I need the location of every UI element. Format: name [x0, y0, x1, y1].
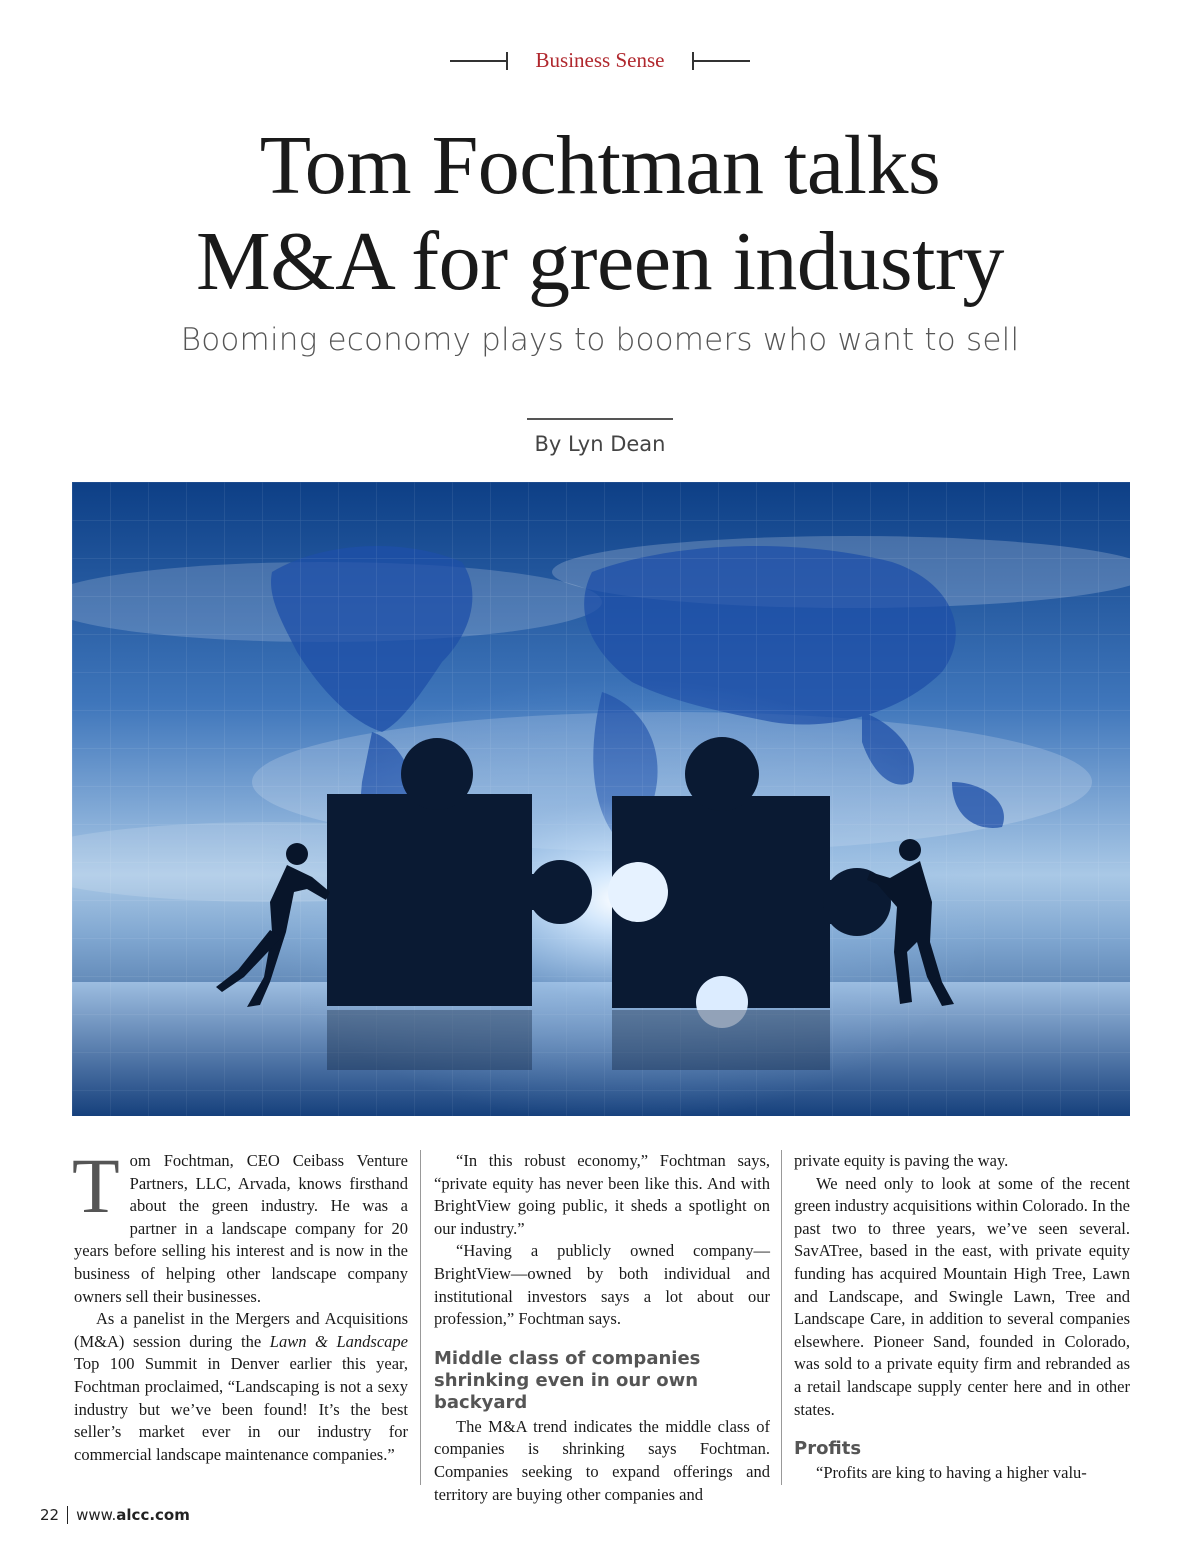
- footer-url[interactable]: [76, 1506, 190, 1524]
- url-domain: alcc.com: [116, 1506, 190, 1524]
- paragraph-text: As a panelist in the Mergers and Acquisitions (M&A) session during the: [74, 1309, 408, 1351]
- paragraph: “In this robust economy,” Fochtman says, “private equity has never been like this. And with BrightView going public, it sheds a spotlight on our industry.”: [434, 1151, 770, 1238]
- publication-title: Lawn & Landscape: [269, 1331, 408, 1351]
- section-rule-left: [450, 60, 508, 62]
- paragraph: The M&A trend indicates the middle class of companies is shrinking says Fochtman. Companies seeking to expand offerings and territory are buying other companies and: [434, 1416, 770, 1504]
- article-headline: [0, 118, 1200, 310]
- section-label: Business Sense: [535, 48, 665, 72]
- byline-rule: [527, 418, 673, 420]
- article-subhead: Booming economy plays to boomers who want to sell: [180, 322, 1020, 358]
- article-column-3: [794, 1150, 1130, 1485]
- paragraph-text: Top 100 Summit in Denver earlier this year, Fochtman proclaimed, “Landscaping is not a sexy industry but we’ve been found! It’s the best seller’s market ever in our industry for commercial landscape maintenance companies.”: [74, 1354, 408, 1464]
- byline: By Lyn Dean: [534, 432, 666, 456]
- puzzle-world-map-image: [72, 482, 1130, 1116]
- footer-divider: [67, 1506, 68, 1524]
- drop-cap: T: [72, 1142, 120, 1229]
- page-footer: [40, 1506, 190, 1524]
- paragraph: [74, 1308, 408, 1466]
- section-subheading: Profits: [794, 1438, 862, 1460]
- column-divider: [420, 1150, 421, 1485]
- article-column-2: [434, 1150, 770, 1506]
- article-column-1: [72, 1142, 408, 1466]
- section-subheading: Middle class of companies shrinking even in our own backyard: [434, 1347, 701, 1413]
- url-prefix: www.: [76, 1506, 117, 1524]
- paragraph: “Profits are king to having a higher valu-: [816, 1463, 1087, 1483]
- headline-line-1: Tom Fochtman talks: [259, 119, 941, 212]
- paragraph-text: om Fochtman, CEO Ceibass Venture Partners, LLC, Arvada, knows firsthand about the green industry. He was a partner in a landscape company for 20 years before selling his interest and is now in the business of helping other landscape company owners sell their businesses.: [74, 1151, 408, 1306]
- column-divider: [781, 1150, 782, 1485]
- section-rule-right: [692, 60, 750, 62]
- page-number: 22: [40, 1506, 60, 1524]
- paragraph: We need only to look at some of the recent green industry acquisitions within Colorado. In the past two to three years, we’ve seen several. SavATree, based in the east, with private equity funding has acquired Mountain High Tree, Lawn and Landscape, and Swingle Lawn, Tree and Landscape Care, in addition to several companies elsewhere. Pioneer Sand, founded in Colorado, was sold to a private equity firm and rebranded as a retail landscape supply center here and in other states.: [794, 1173, 1130, 1419]
- paragraph: “Having a publicly owned company—BrightView—owned by both individual and institutional investors says a lot about our profession,” Fochtman says.: [434, 1241, 770, 1329]
- headline-line-2: M&A for green industry: [196, 215, 1004, 308]
- paragraph: private equity is paving the way.: [794, 1151, 1009, 1170]
- paragraph: [72, 1142, 408, 1308]
- section-tag: [0, 48, 1200, 73]
